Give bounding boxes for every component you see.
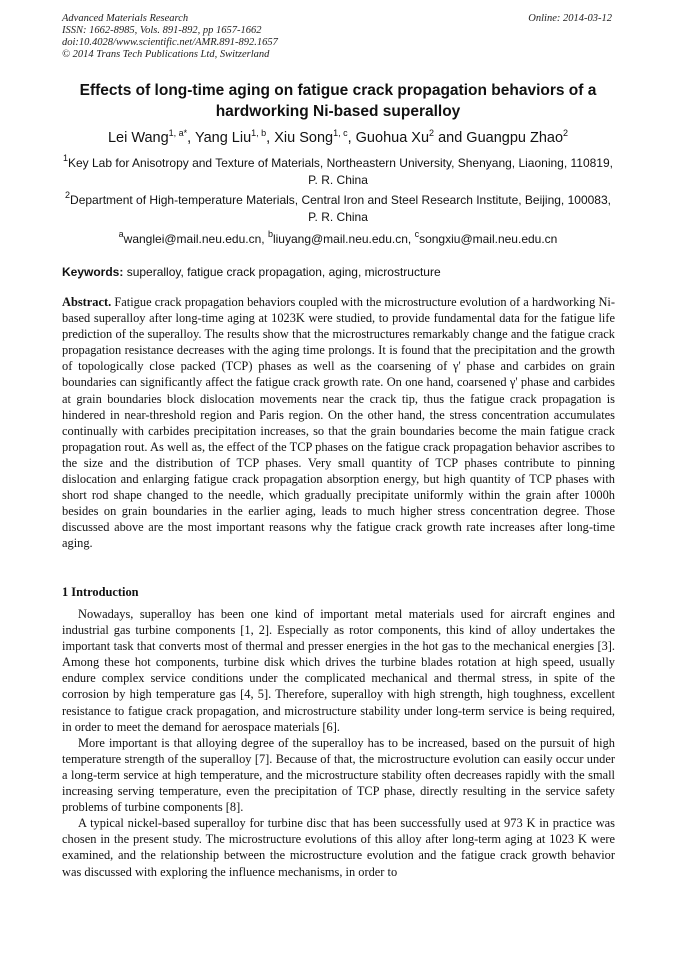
author-list <box>62 127 614 149</box>
author-sup: 2 <box>563 128 569 138</box>
intro-paragraph: A typical nickel-based superalloy for turbine disc that has been successfully used at 973 K in practice was chosen in the present study. The microstructure evolutions of this alloy after long-term aging at 1023 K were examined, and the relationship between the microstructure evolution and the fatigue crack growth behavior was discussed with exploring the influence mechanisms, in order to <box>62 816 615 879</box>
email-sup: a <box>118 229 124 239</box>
author <box>274 130 355 146</box>
email-sup: b <box>267 229 273 239</box>
abstract-label: Abstract. <box>62 295 112 309</box>
email-sep: , <box>407 232 415 246</box>
journal-header <box>62 13 278 61</box>
affiliation-sup: 2 <box>65 190 71 200</box>
author-sup: 1, b <box>251 128 267 138</box>
author-sep: , <box>187 130 195 146</box>
affiliation-text: Department of High-temperature Materials, Central Iron and Steel Research Institute, Beijing, 100083, P. R. China <box>70 193 611 224</box>
author-sep: and <box>434 130 467 146</box>
issn-line: ISSN: 1662-8985, Vols. 891-892, pp 1657-1662 <box>62 25 262 36</box>
keywords-label: Keywords: <box>62 265 124 279</box>
affiliation-text: Key Lab for Anisotropy and Texture of Materials, Northeastern University, Shenyang, Liaoning, 110819, P. R. China <box>68 156 613 187</box>
author-name: Yang Liu <box>194 130 252 146</box>
affiliation-1 <box>62 155 614 189</box>
author <box>466 130 568 146</box>
author <box>108 130 195 146</box>
email-sep: , <box>261 232 268 246</box>
author <box>195 130 274 146</box>
author-name: Xiu Song <box>274 130 334 146</box>
intro-paragraph: Nowadays, superalloy has been one kind of important metal materials used for aircraft engines and industrial gas turbine components [1, 2]. Especially as rotor components, this kind of alloy undertakes the important task that converts most of thermal and presser energies in the hot gas to the mechanical energies [3]. Among these hot components, turbine disk which drives the turbine blades rotation at high speed, usually endure complex service conditions under the complicated mechanical and thermal stress, in spite of the corrosion by high temperature gas [4, 5]. Therefore, superalloy with high strength, high toughness, excellent resistance to fatigue crack propagation, and microstructure stability under long-term service is being required, in order to meet the demand for aerospace materials [6]. <box>62 607 615 734</box>
affiliation-2 <box>62 192 614 226</box>
author-name: Guohua Xu <box>355 130 430 146</box>
intro-paragraph: More important is that alloying degree of the superalloy has to be increased, based on the pursuit of high temperature strength of the superalloy [7]. Because of that, the microstructure evolution can easily occur under a long-term service at high temperature, and the microstructure stability often decreases rapidly with the small increasing serving temperature, even the precipitation of TCP phase, directly resulting in the service safety problems of turbine components [8]. <box>62 735 615 815</box>
email-link[interactable]: wanglei@mail.neu.edu.cn <box>123 232 262 246</box>
keywords-text: superalloy, fatigue crack propagation, aging, microstructure <box>123 265 441 279</box>
email-link[interactable]: songxiu@mail.neu.edu.cn <box>419 232 558 246</box>
introduction-body <box>62 606 615 880</box>
author-sup: 1, a* <box>168 128 188 138</box>
paper-title: Effects of long-time aging on fatigue crack propagation behaviors of a hardworking Ni-based superalloy <box>79 82 597 120</box>
email-list <box>62 231 614 247</box>
abstract-text: Fatigue crack propagation behaviors coupled with the microstructure evolution of a hardworking Ni-based superalloy after long-time aging at 1023K were studied, to provide fundamental data for the fatigue life prediction of the superalloy. The results show that the microstructures remarkably change and the fatigue crack propagation resistance decreases with the aging time prolongs. It is found that the precipitation and the growth of topologically close packed (TCP) phases as well as the coarsening of γ' phase and carbides on grain boundaries can significantly affect the fatigue crack growth rate. On one hand, coarsened γ' phase and carbides at grain boundaries block dislocation movements near the crack tip, thus the fatigue crack propagation is hindered in near-threshold region and Paris region. On the other hand, the stress concentration accumulates continually with carbides precipitation increases, so that the grain boundaries become the main fatigue crack propagation rout. As well as, the effect of the TCP phases on the fatigue crack propagation behavior ascribes to the size and the distribution of TCP phases. Very small quantity of TCP phases contribute to pinning dislocation and enlarging fatigue crack propagation absorption energy, but high quantity of TCP phases with short rod shape changed to the needle, which gradually precipitate uniformly within the grain after 1000h besides on grain boundaries in the earlier aging, leads to much higher stress concentration degree. Those discussed above are the most important reasons why the fatigue crack growth rate increases after long-time aging. <box>62 295 615 551</box>
email-link[interactable]: liuyang@mail.neu.edu.cn <box>272 232 408 246</box>
email-sup: c <box>414 229 420 239</box>
abstract <box>62 294 615 552</box>
doi-line[interactable]: doi:10.4028/www.scientific.net/AMR.891-892.1657 <box>62 37 278 48</box>
keywords <box>62 264 614 280</box>
author-sep: , <box>266 130 275 146</box>
journal-name: Advanced Materials Research <box>62 13 189 24</box>
author-sup: 1, c <box>333 128 348 138</box>
author-name: Guangpu Zhao <box>466 130 564 146</box>
author <box>356 130 467 146</box>
author-sup: 2 <box>429 128 435 138</box>
author-name: Lei Wang <box>107 130 169 146</box>
section-heading: 1 Introduction <box>62 585 139 599</box>
affiliation-sup: 1 <box>62 153 68 163</box>
author-sep: , <box>347 130 356 146</box>
online-date: Online: 2014-03-12 <box>528 13 612 24</box>
copyright-line: © 2014 Trans Tech Publications Ltd, Switzerland <box>62 49 270 60</box>
